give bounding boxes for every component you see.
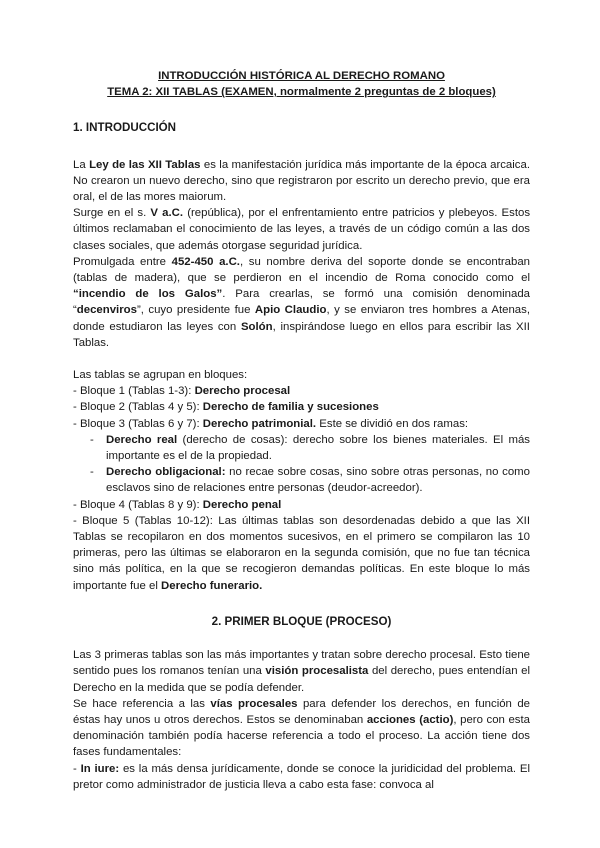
section-2-paragraph-3: - In iure: es la más densa jurídicamente, donde se conoce la juridicidad del problema. El pretor como administrador de justicia lleva a cabo esta fase: convoca al — [73, 762, 530, 791]
sub-item-derecho-obligacional: - Derecho obligacional: no recae sobre cosas, sino sobre otras personas, no como esclavos sino de relaciones entre personas (deudor-acreedor). — [90, 466, 530, 495]
section-2-heading: 2. PRIMER BLOQUE (PROCESO) — [211, 614, 392, 628]
section-1-paragraph-3: Promulgada entre 452-450 a.C., su nombre deriva del soporte donde se encontraban (tablas de madera), que se perdieron en el incendio de Roma conocido como el “incendio de los Galos”. Para crearlas, se formó una comisión denominada “decenviros”, cuyo presidente fue Apio Claudio, y se enviaron tres hombres a Atenas, donde estudiaron las leyes con Solón, inspirándose luego en ellos para escribir las XII Tablas. — [73, 255, 531, 349]
section-1-paragraph-2: Surge en el s. V a.C. (república), por el enfrentamiento entre patricios y plebeyos. Estos últimos reclamaban el conocimiento de las leyes, a través de un código común a las dos clases sociales, que además otorgase seguridad jurídica. — [73, 207, 531, 252]
block-5-item: - Bloque 5 (Tablas 10-12): Las últimas tablas son desordenadas debido a que las XII Tablas se recopilaron en dos momentos sucesivos, en el primero se compilaron las 10 primeras, pero las últimas se elaboraron en la segunda comisión, que no fue tan técnica sino más política, en la que se recogieron demandas políticas. En este bloque lo más importante fue el Derecho funerario. — [73, 514, 530, 592]
section-2-paragraph-1: Las 3 primeras tablas son las más importantes y tratan sobre derecho procesal. Esto tiene sentido pues los romanos tenían una visión procesalista del derecho, pues entendían el Derecho en la medida que se podía defender. — [73, 649, 530, 694]
document-title: INTRODUCCIÓN HISTÓRICA AL DERECHO ROMANO — [158, 70, 445, 82]
block-1-item: - Bloque 1 (Tablas 1-3): Derecho procesal — [73, 385, 291, 398]
section-1-heading: 1. INTRODUCCIÓN — [73, 121, 177, 135]
block-4-item: - Bloque 4 (Tablas 8 y 9): Derecho penal — [73, 498, 282, 511]
document-page — [73, 68, 530, 793]
section-2-paragraph-2: Se hace referencia a las vías procesales para defender los derechos, en función de éstas hay unos u otros derechos. Estos se denominaban acciones (actio), pero con esta denominación también podía hacerse referencia a todo el proceso. La acción tiene dos fases fundamentales: — [73, 697, 531, 759]
document-subtitle: TEMA 2: XII TABLAS (EXAMEN, normalmente 2 preguntas de 2 bloques) — [107, 86, 496, 99]
block-3-item: - Bloque 3 (Tablas 6 y 7): Derecho patrimonial. Este se dividió en dos ramas: — [73, 417, 469, 430]
blocks-intro: Las tablas se agrupan en bloques: — [73, 369, 248, 382]
section-1-paragraph-1: La Ley de las XII Tablas es la manifestación jurídica más importante de la época arcaica. No crearon un nuevo derecho, sino que registraron por escrito un derecho previo, que era oral, el de las mores maiorum. — [73, 158, 530, 204]
sub-item-derecho-real: - Derecho real (derecho de cosas): derecho sobre los bienes materiales. El más importante es el de la propiedad. — [90, 433, 531, 463]
block-2-item: - Bloque 2 (Tablas 4 y 5): Derecho de familia y sucesiones — [73, 401, 379, 414]
